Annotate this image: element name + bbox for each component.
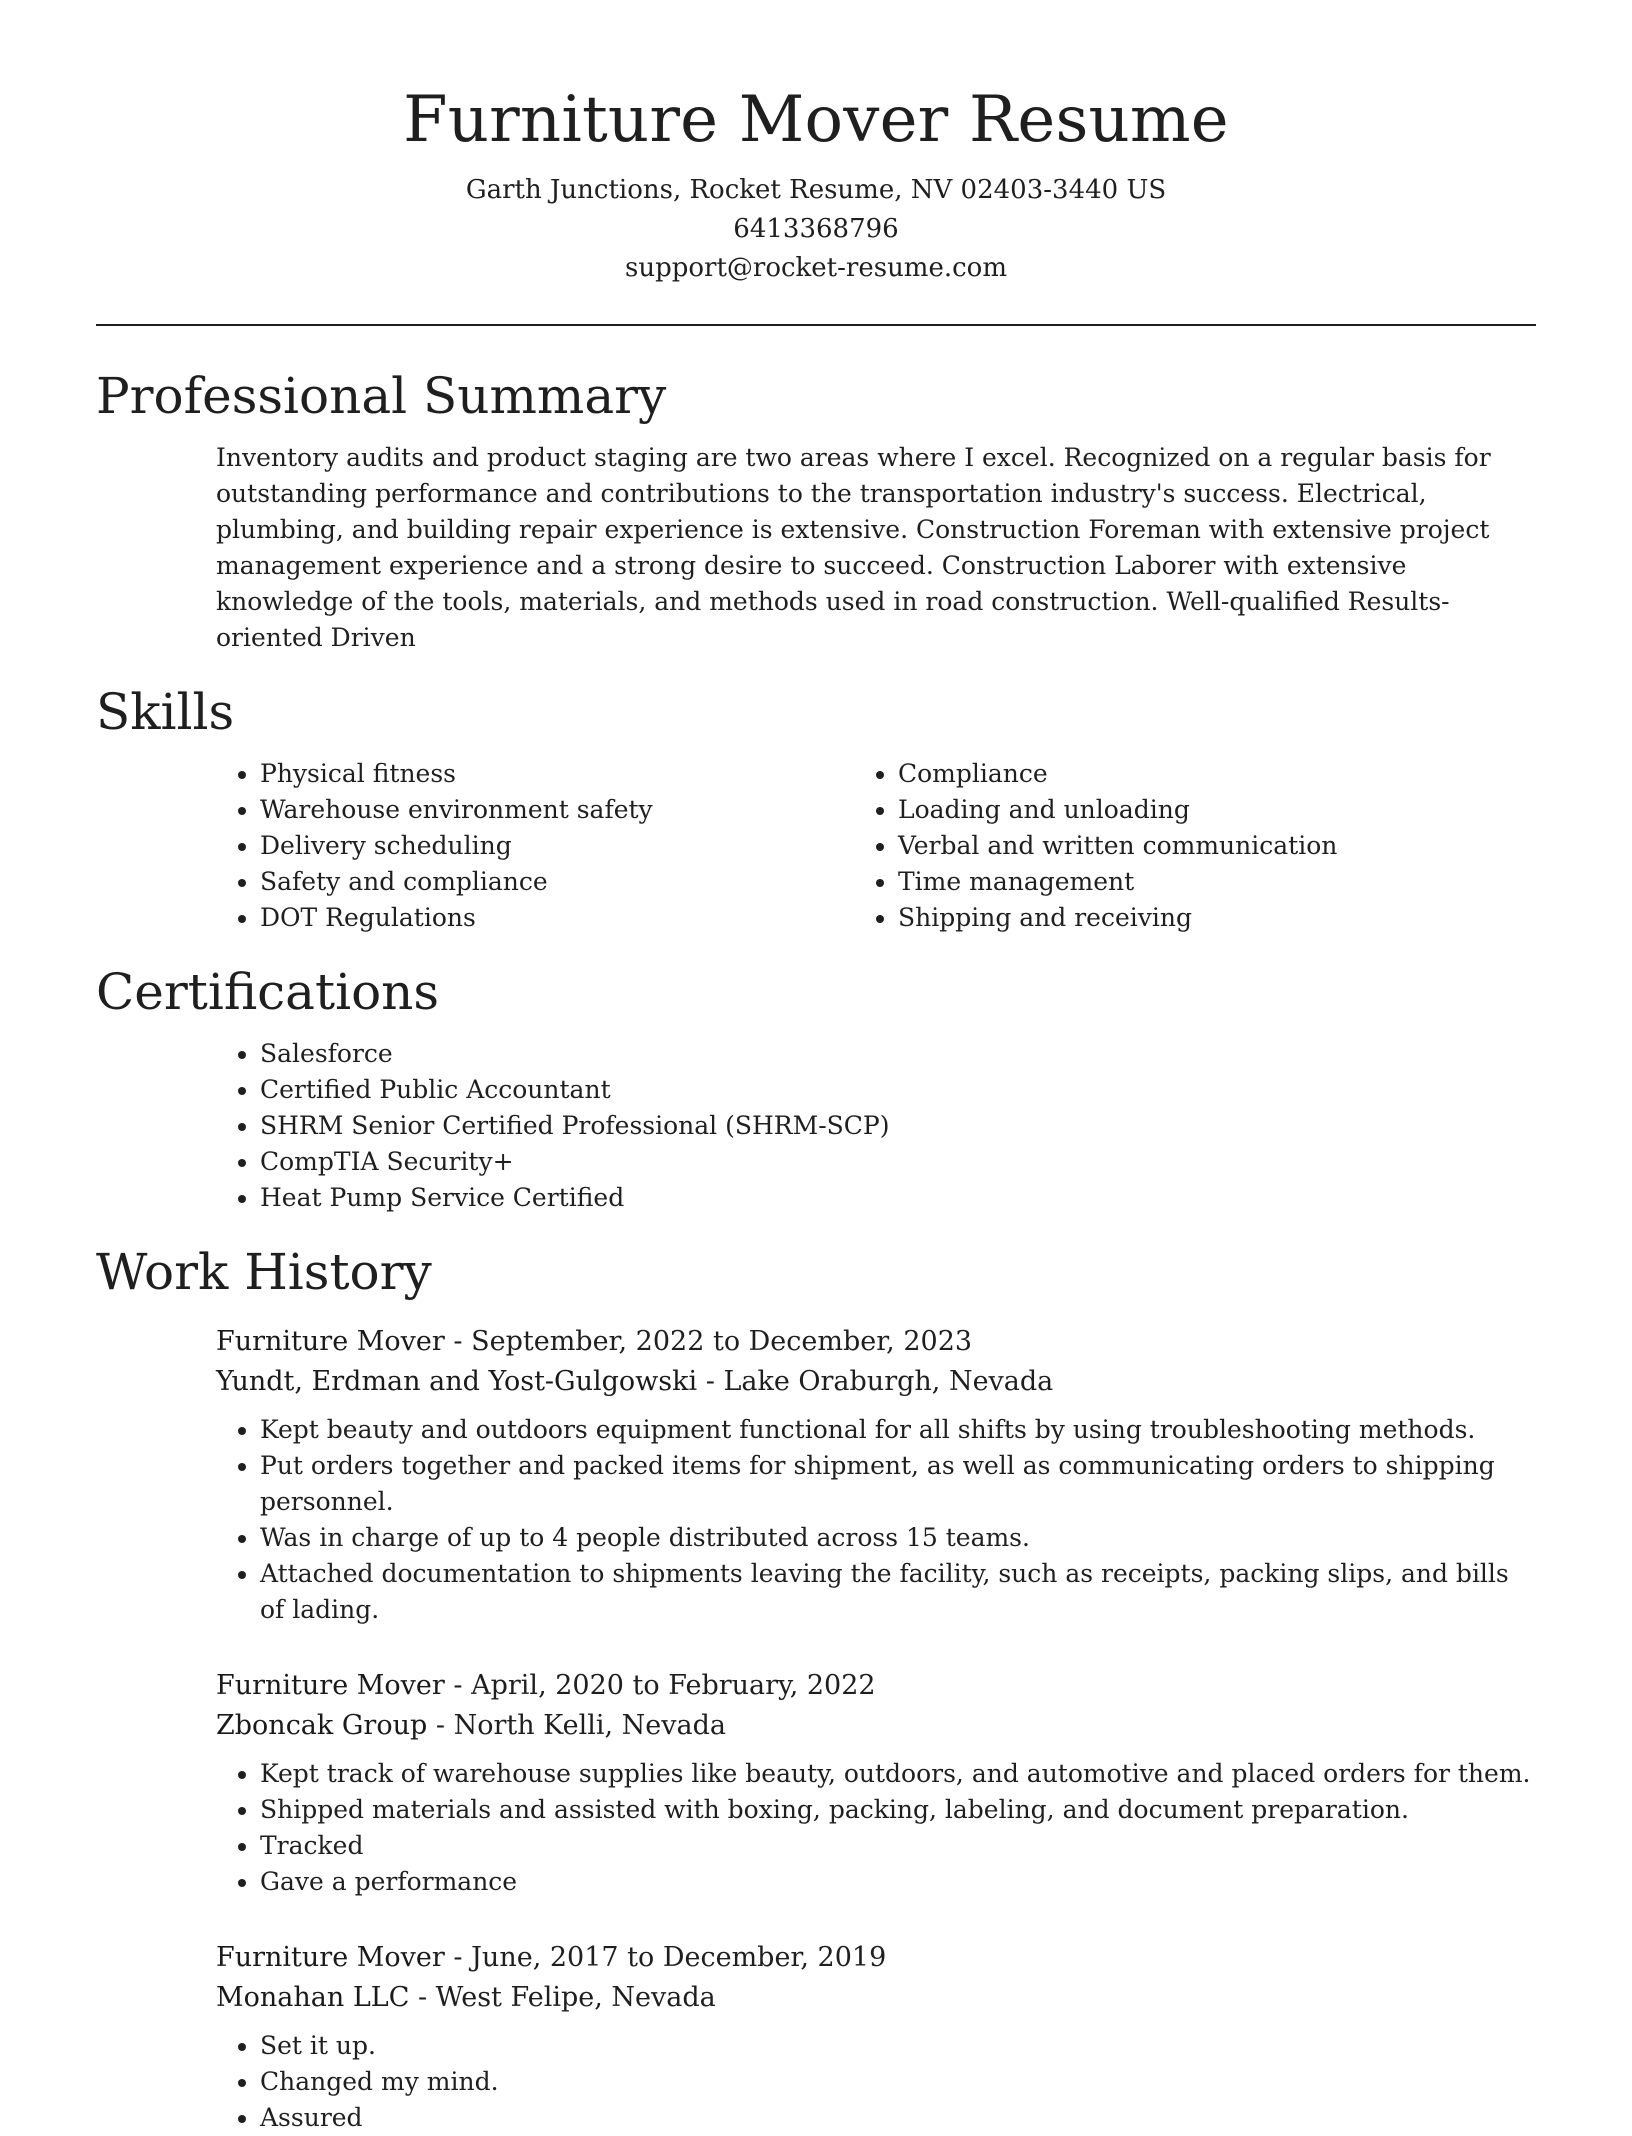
certifications-heading: Certifications xyxy=(96,962,440,1021)
job-separator: - xyxy=(444,1325,472,1357)
job-bullet: • Assured xyxy=(260,2100,1536,2136)
job-title: Furniture Mover xyxy=(216,1941,445,1973)
job-bullet: • Kept track of warehouse supplies like beauty, outdoors, and automotive and placed orders for them. xyxy=(260,1756,1536,1792)
job-bullets xyxy=(96,2028,1536,2136)
job-separator: - xyxy=(427,1709,454,1741)
resume-header xyxy=(96,0,1536,288)
job-bullets xyxy=(96,1412,1536,1628)
certification-item: • CompTIA Security+ xyxy=(260,1144,1536,1180)
job-location: Lake Oraburgh, Nevada xyxy=(723,1365,1054,1397)
resume-title: Furniture Mover Resume xyxy=(403,83,1229,157)
contact-phone: 6413368796 xyxy=(733,213,899,244)
skills-heading: Skills xyxy=(96,682,235,741)
certification-item: • Certified Public Accountant xyxy=(260,1072,1536,1108)
header-divider xyxy=(96,324,1536,326)
skills-column-1 xyxy=(96,756,898,936)
skill-item: • Compliance xyxy=(898,756,1536,792)
resume-page xyxy=(96,0,1536,2132)
job-company: Monahan LLC xyxy=(216,1981,410,2013)
skill-item: • Time management xyxy=(898,864,1536,900)
job-company-line xyxy=(216,1362,1536,1402)
job-entry xyxy=(96,1666,1536,1900)
contact-block xyxy=(96,171,1536,288)
job-bullet: • Put orders together and packed items for shipment, as well as communicating orders to shipping personnel. xyxy=(260,1448,1536,1520)
job-bullet: • Set it up. xyxy=(260,2028,1536,2064)
job-separator: - xyxy=(409,1981,436,2013)
job-dates: June, 2017 to December, 2019 xyxy=(471,1941,887,1973)
skills-column-2 xyxy=(898,756,1536,936)
job-separator: - xyxy=(444,1941,472,1973)
job-bullet: • Was in charge of up to 4 people distributed across 15 teams. xyxy=(260,1520,1536,1556)
job-location: West Felipe, Nevada xyxy=(435,1981,716,2013)
summary-section xyxy=(96,366,1536,656)
job-bullet: • Changed my mind. xyxy=(260,2064,1536,2100)
skills-section xyxy=(96,682,1536,936)
job-location: North Kelli, Nevada xyxy=(453,1709,727,1741)
job-entry xyxy=(96,1938,1536,2136)
contact-address: Garth Junctions, Rocket Resume, NV 02403-3440 US xyxy=(465,174,1167,205)
skill-item: • Verbal and written communication xyxy=(898,828,1536,864)
job-title: Furniture Mover xyxy=(216,1669,445,1701)
certification-item: • Salesforce xyxy=(260,1036,1536,1072)
summary-heading: Professional Summary xyxy=(96,366,667,425)
contact-email: support@rocket-resume.com xyxy=(624,252,1007,283)
job-entry xyxy=(96,1322,1536,1628)
job-title-line xyxy=(216,1322,1536,1362)
skill-item: • Loading and unloading xyxy=(898,792,1536,828)
skill-item: • Delivery scheduling xyxy=(260,828,898,864)
skill-item: • Warehouse environment safety xyxy=(260,792,898,828)
job-bullet: • Gave a performance xyxy=(260,1864,1536,1900)
certification-item: • Heat Pump Service Certified xyxy=(260,1180,1536,1216)
job-bullet: • Attached documentation to shipments leaving the facility, such as receipts, packing slips, and bills of lading. xyxy=(260,1556,1536,1628)
certification-item: • SHRM Senior Certified Professional (SHRM-SCP) xyxy=(260,1108,1536,1144)
job-dates: April, 2020 to February, 2022 xyxy=(471,1669,876,1701)
work-history-section xyxy=(96,1242,1536,2136)
job-company-line xyxy=(216,1978,1536,2018)
skill-item: • Safety and compliance xyxy=(260,864,898,900)
skill-item: • Physical fitness xyxy=(260,756,898,792)
summary-text: Inventory audits and product staging are two areas where I excel. Recognized on a regular basis for outstanding performance and contributions to the transportation industry's success. Electrical, plumbing, and building repair experience is extensive. Construction Foreman with extensive project management experience and a strong desire to succeed. Construction Laborer with extensive knowledge of the tools, materials, and methods used in road construction. Well-qualified Results-oriented Driven xyxy=(216,442,1491,652)
job-bullets xyxy=(96,1756,1536,1900)
job-company: Zboncak Group xyxy=(216,1709,428,1741)
job-company-line xyxy=(216,1706,1536,1746)
job-bullet: • Tracked xyxy=(260,1828,1536,1864)
skills-grid xyxy=(96,756,1536,936)
job-title: Furniture Mover xyxy=(216,1325,445,1357)
certifications-section xyxy=(96,962,1536,1216)
job-bullet: • Kept beauty and outdoors equipment functional for all shifts by using troubleshooting methods. xyxy=(260,1412,1536,1448)
job-title-line xyxy=(216,1666,1536,1706)
job-separator: - xyxy=(444,1669,472,1701)
work-history-heading: Work History xyxy=(96,1242,432,1301)
job-company: Yundt, Erdman and Yost-Gulgowski xyxy=(216,1365,698,1397)
certifications-list xyxy=(96,1036,1536,1216)
skill-item: • DOT Regulations xyxy=(260,900,898,936)
job-separator: - xyxy=(697,1365,724,1397)
job-dates: September, 2022 to December, 2023 xyxy=(471,1325,973,1357)
skill-item: • Shipping and receiving xyxy=(898,900,1536,936)
job-title-line xyxy=(216,1938,1536,1978)
job-bullet: • Shipped materials and assisted with boxing, packing, labeling, and document preparation. xyxy=(260,1792,1536,1828)
